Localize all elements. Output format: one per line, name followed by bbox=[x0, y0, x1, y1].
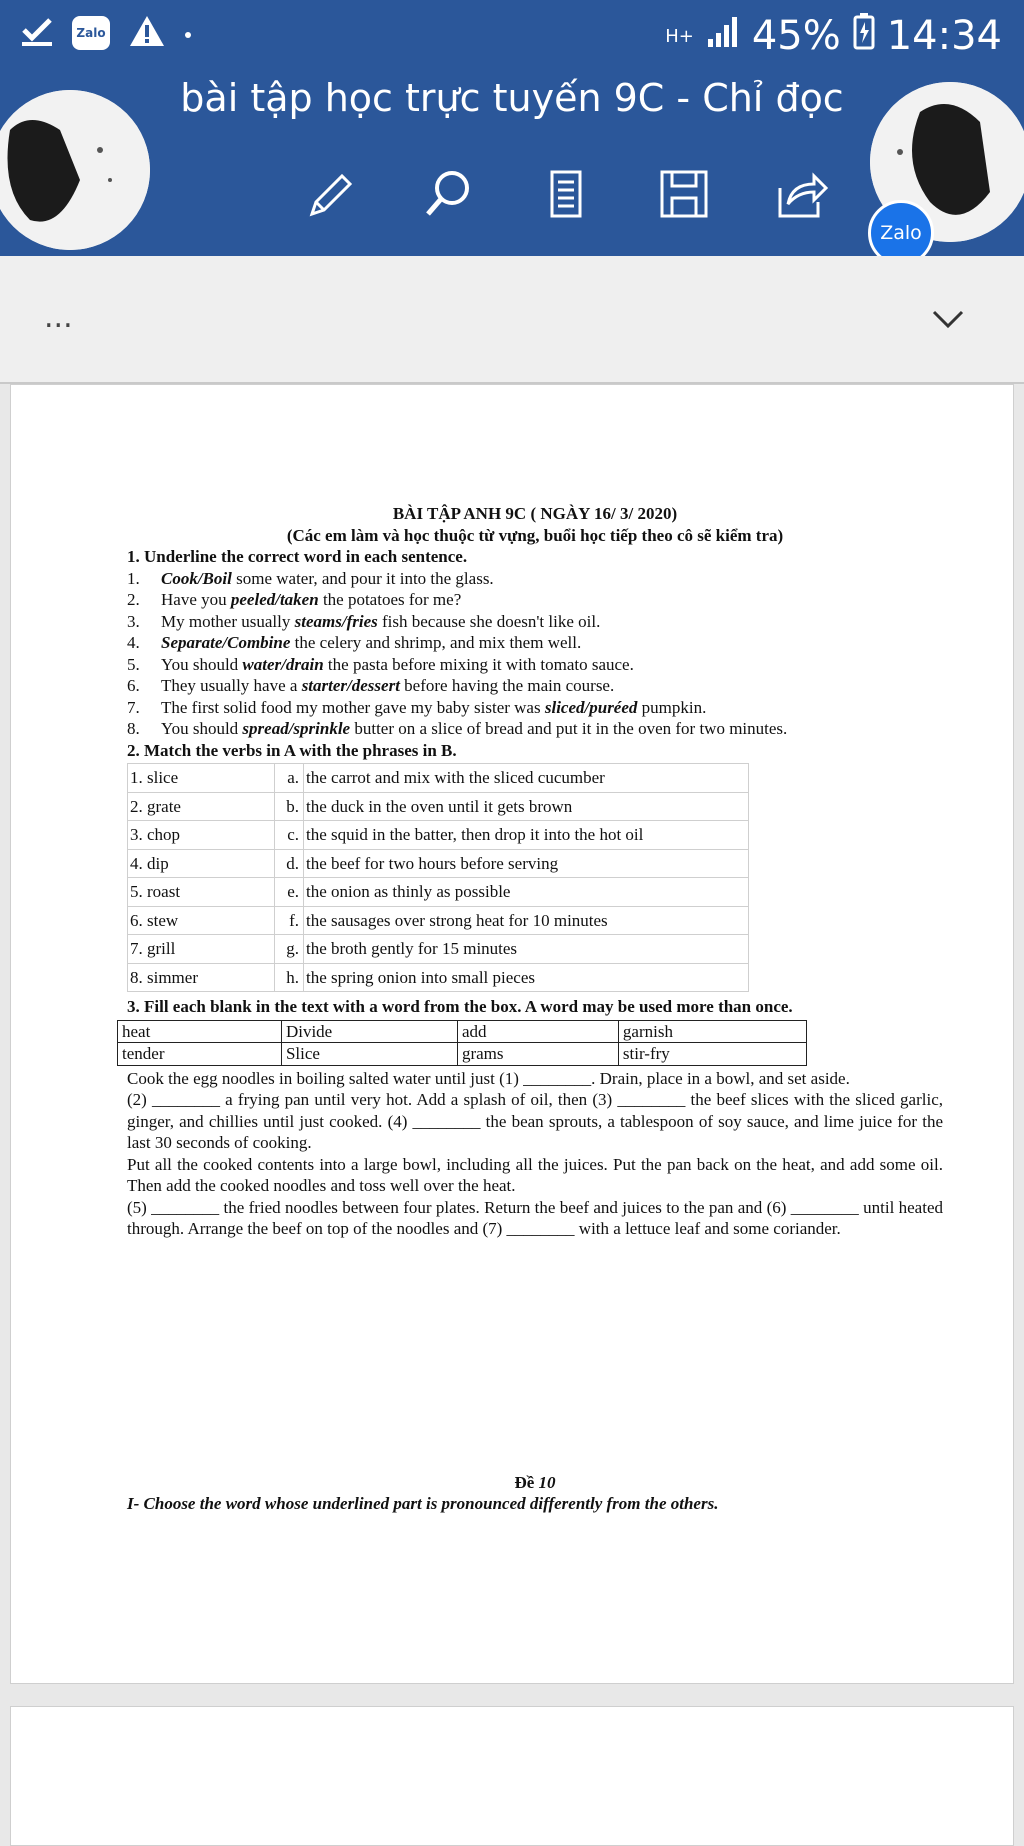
list-item: 2. Have you peeled/taken the potatoes for me? bbox=[127, 590, 462, 609]
list-item: 3. My mother usually steams/fries fish because she doesn't like oil. bbox=[127, 611, 601, 631]
paragraph: Cook the egg noodles in boiling salted water until just (1) ________. Drain, place in a bowl, and set aside. bbox=[127, 1068, 850, 1088]
table-row: 5. roast e. the onion as thinly as possible bbox=[128, 878, 749, 907]
table-row: 1. slice a. the carrot and mix with the sliced cucumber bbox=[128, 764, 749, 793]
next-document-page bbox=[10, 1706, 1014, 1846]
document-content bbox=[122, 503, 943, 1515]
warning-icon bbox=[128, 14, 166, 52]
list-item: 4. Separate/Combine the celery and shrimp, and mix them well. bbox=[127, 633, 582, 652]
table-row: 6. stew f. the sausages over strong heat for 10 minutes bbox=[128, 906, 749, 935]
download-done-icon bbox=[20, 14, 54, 52]
table-row: heat Divide add garnish bbox=[118, 1020, 807, 1043]
reading-view-icon[interactable] bbox=[536, 164, 596, 224]
exam-label: Đề 10 bbox=[514, 1472, 556, 1492]
list-item: 6. They usually have a starter/dessert before having the main course. bbox=[127, 676, 615, 695]
section3-title: 3. Fill each blank in the text with a word from the box. A word may be used more than once. bbox=[127, 997, 793, 1016]
ribbon bbox=[0, 256, 1024, 384]
list-item: 7. The first solid food my mother gave my baby sister was sliced/puréed pumpkin. bbox=[127, 697, 707, 717]
section1-title: 1. Underline the correct word in each sentence. bbox=[127, 547, 468, 566]
status-bar bbox=[0, 0, 1024, 72]
battery-icon bbox=[853, 12, 875, 60]
document-title: bài tập học trực tuyến 9C - Chỉ đọc bbox=[180, 76, 844, 120]
document-page bbox=[10, 384, 1014, 1684]
list-item: 8. You should spread/sprinkle butter on a slice of bread and put it in the oven for two minutes. bbox=[127, 719, 788, 738]
list-item: 5. You should water/drain the pasta before mixing it with tomato sauce. bbox=[127, 654, 634, 674]
zalo-notification-icon: Zalo bbox=[72, 16, 110, 50]
share-icon[interactable] bbox=[772, 164, 832, 224]
paragraph: Put all the cooked contents into a large bowl, including all the juices. Put the pan back on the heat, and add some oil. Then add the cooked noodles and toss well over the heat. bbox=[127, 1154, 943, 1195]
user-avatar-left[interactable] bbox=[0, 90, 150, 250]
network-type: H+ bbox=[665, 25, 694, 47]
part1-instruction: I- Choose the word whose underlined part is pronounced differently from the others. bbox=[127, 1494, 719, 1513]
more-options-button[interactable]: ... bbox=[44, 300, 73, 335]
match-table bbox=[127, 763, 749, 992]
table-row: 3. chop c. the squid in the batter, then drop it into the hot oil bbox=[128, 821, 749, 850]
word-box bbox=[117, 1020, 807, 1066]
section2-title: 2. Match the verbs in A with the phrases in B. bbox=[127, 740, 457, 760]
list-item: 1. Cook/Boil some water, and pour it into the glass. bbox=[127, 568, 494, 588]
chevron-down-icon[interactable] bbox=[928, 300, 968, 344]
table-row: 2. grate b. the duck in the oven until it gets brown bbox=[128, 792, 749, 821]
doc-subheading: (Các em làm và học thuộc từ vựng, buổi học tiếp theo cô sẽ kiểm tra) bbox=[286, 525, 784, 545]
pencil-icon[interactable] bbox=[300, 164, 360, 224]
zalo-chat-bubble[interactable]: Zalo bbox=[868, 200, 934, 266]
table-row: 7. grill g. the broth gently for 15 minutes bbox=[128, 935, 749, 964]
dot-icon bbox=[184, 24, 192, 43]
signal-icon bbox=[706, 13, 740, 59]
section1-list bbox=[127, 568, 943, 740]
paragraph: (2) ________ a frying pan until very hot. Add a splash of oil, then (3) ________ the beef slices with the sliced garlic, ginger, and chillies until just cooked. (4) ________ the bean sprouts, a tablespoon of soy sauce, and lime juice for the last 30 seconds of cooking. bbox=[127, 1090, 943, 1152]
doc-heading: BÀI TẬP ANH 9C ( NGÀY 16/ 3/ 2020) bbox=[392, 504, 678, 523]
paragraph: (5) ________ the fried noodles between four plates. Return the beef and juices to the pan and (6) ________ until heated through. Arrange the beef on top of the noodles and (7) ________ with a lettuce leaf and some coriander. bbox=[127, 1197, 943, 1238]
save-icon[interactable] bbox=[654, 164, 714, 224]
clock: 14:34 bbox=[886, 13, 1002, 59]
table-row: 8. simmer h. the spring onion into small pieces bbox=[128, 963, 749, 992]
toolbar bbox=[300, 164, 832, 224]
table-row: 4. dip d. the beef for two hours before serving bbox=[128, 849, 749, 878]
search-icon[interactable] bbox=[418, 164, 478, 224]
table-row: tender Slice grams stir-fry bbox=[118, 1043, 807, 1066]
battery-percent: 45% bbox=[751, 13, 841, 59]
